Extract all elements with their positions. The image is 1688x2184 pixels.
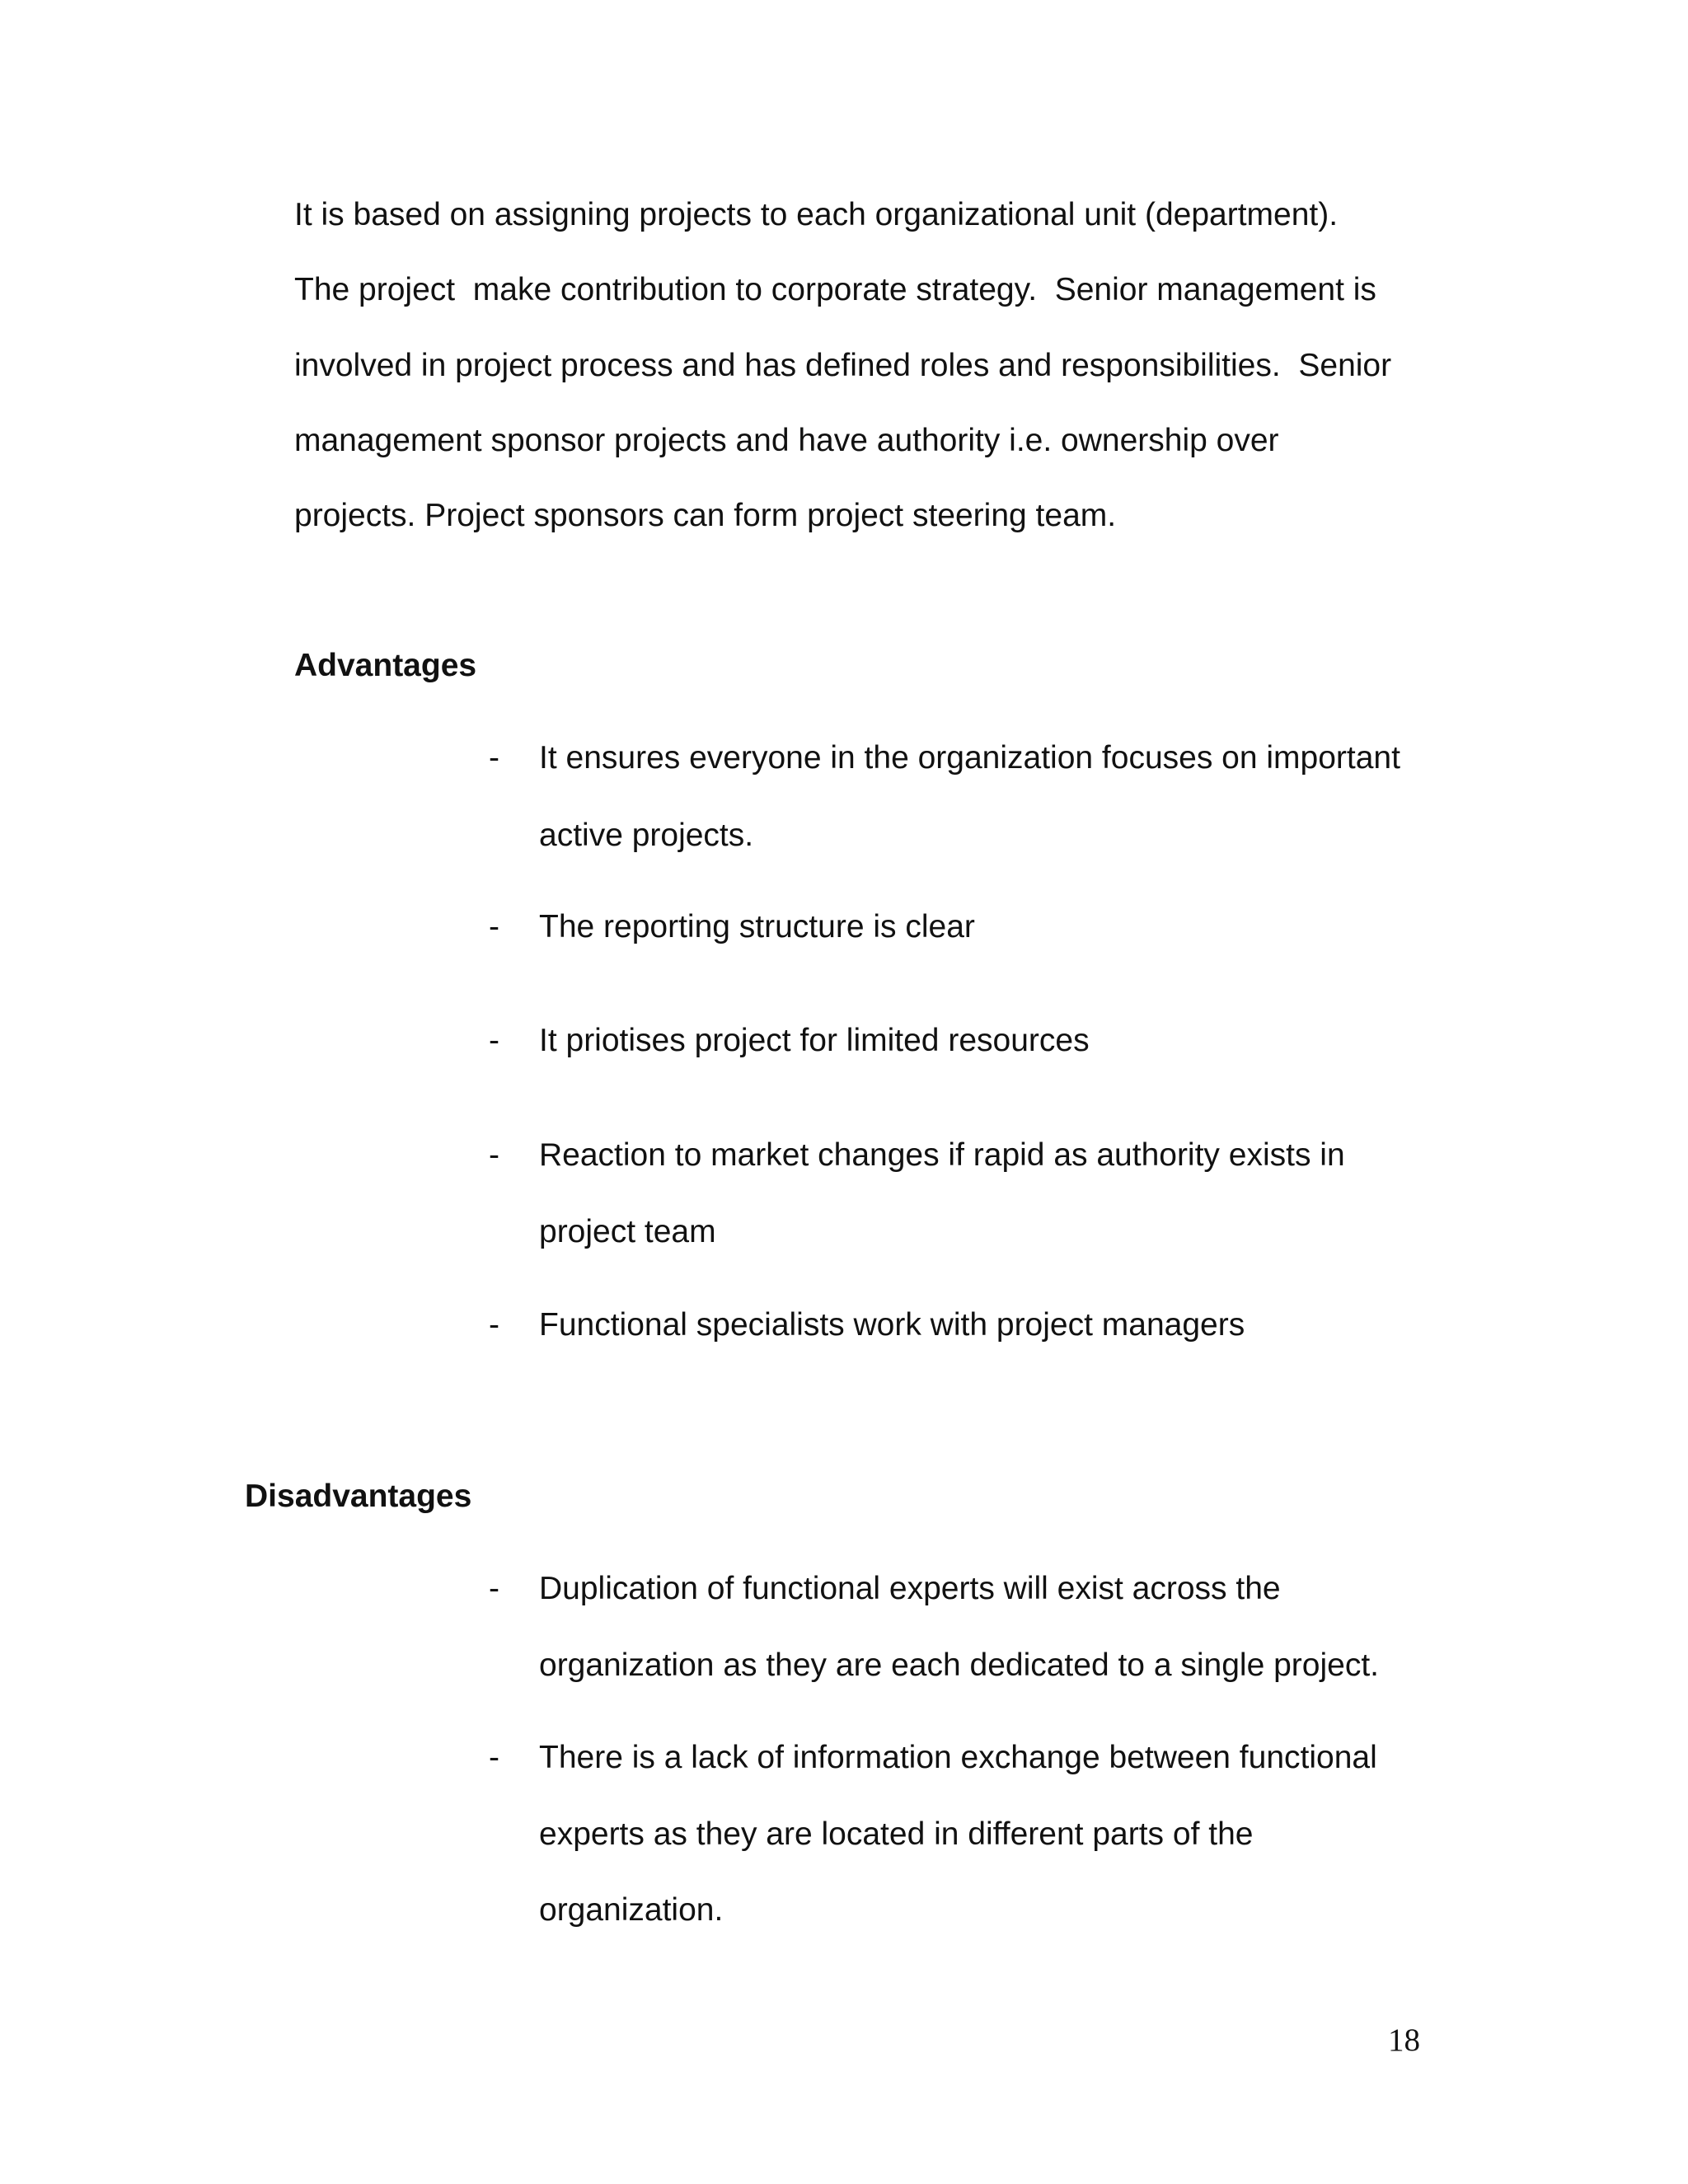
intro-line: projects. Project sponsors can form project steering team. [294,498,1117,533]
disadvantage-text-line: Duplication of functional experts will exist across the [539,1571,1281,1606]
intro-line: It is based on assigning projects to each organizational unit (department). [294,197,1339,232]
bullet-dash: - [489,1137,499,1173]
disadvantage-text-line: experts as they are located in different parts of the [539,1816,1254,1852]
bullet-dash: - [489,1307,499,1343]
intro-line: involved in project process and has defined roles and responsibilities. Senior [294,348,1392,383]
advantage-text-line: The reporting structure is clear [539,909,975,944]
intro-line: management sponsor projects and have authority i.e. ownership over [294,423,1279,458]
bullet-dash: - [489,1571,499,1606]
advantage-text-line: It ensures everyone in the organization focuses on important [539,740,1400,776]
bullet-dash: - [489,740,499,776]
bullet-dash: - [489,1740,499,1775]
page-number: 18 [1388,2022,1420,2058]
bullet-dash: - [489,1023,499,1058]
disadvantage-text-line: organization as they are each dedicated to a single project. [539,1647,1379,1683]
advantages-heading: Advantages [294,648,477,683]
advantage-text-line: active projects. [539,818,754,853]
advantage-text-line: Functional specialists work with project managers [539,1307,1245,1343]
disadvantages-heading: Disadvantages [245,1479,472,1514]
intro-line: The project make contribution to corporate strategy. Senior management is [294,272,1376,307]
disadvantage-text-line: organization. [539,1892,724,1928]
disadvantage-text-line: There is a lack of information exchange between functional [539,1740,1377,1775]
advantage-text-line: Reaction to market changes if rapid as authority exists in [539,1137,1345,1173]
advantage-text-line: project team [539,1214,716,1249]
bullet-dash: - [489,909,499,944]
advantage-text-line: It priotises project for limited resources [539,1023,1090,1058]
